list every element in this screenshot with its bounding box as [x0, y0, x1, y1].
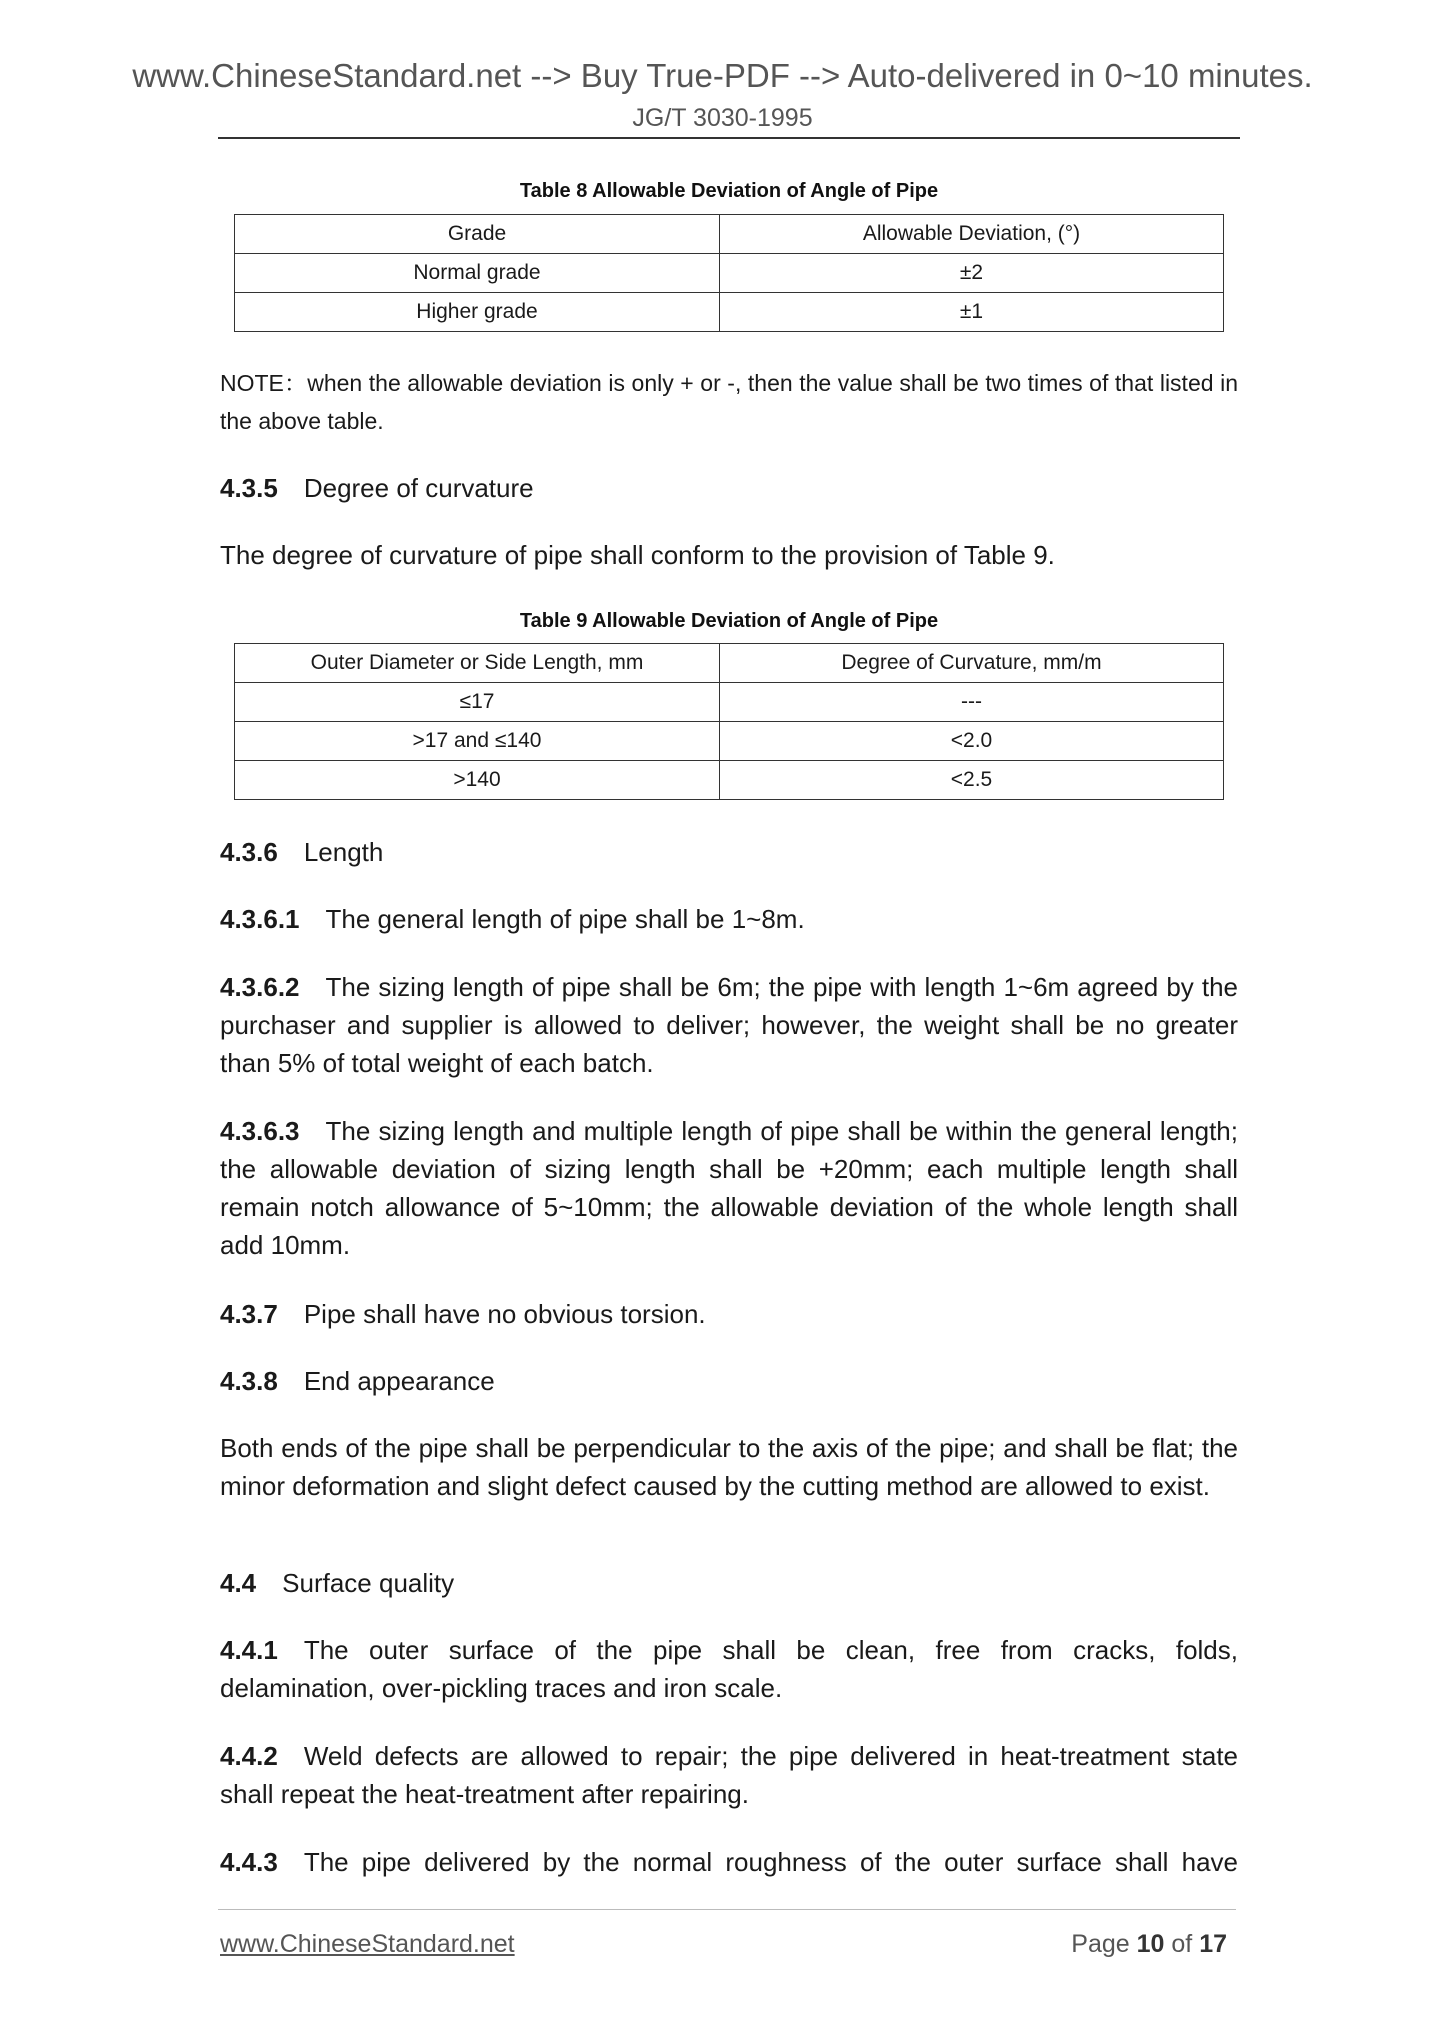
section-text: Weld defects are allowed to repair; the pipe delivered in heat-treatment state shall repeat the heat-treatment after repairing.	[220, 1741, 1238, 1809]
section-heading	[220, 1362, 1238, 1400]
paragraph: The degree of curvature of pipe shall conform to the provision of Table 9.	[220, 540, 1055, 570]
section-text: The sizing length and multiple length of pipe shall be within the general length; the allowable deviation of sizing length shall be +20mm; each multiple length shall remain notch allowance of 5~10mm; the allowable deviation of the whole length shall add 10mm.	[220, 1116, 1238, 1260]
table-cell: Normal grade	[235, 254, 720, 293]
page-of-label: of	[1171, 1930, 1193, 1958]
table8-caption: Table 8 Allowable Deviation of Angle of Pipe	[519, 180, 939, 202]
table-cell: Higher grade	[235, 293, 720, 332]
table-row	[235, 683, 1224, 722]
table-row	[235, 761, 1224, 800]
section-number: 4.3.5	[220, 473, 278, 503]
section-title: Length	[303, 837, 384, 867]
page-current: 10	[1136, 1930, 1165, 1958]
table-cell: ---	[720, 683, 1224, 722]
table-row	[235, 722, 1224, 761]
table-cell: >140	[235, 761, 720, 800]
section-number: 4.4.3	[220, 1847, 278, 1877]
section-title: Surface quality	[282, 1568, 455, 1598]
standard-code: JG/T 3030-1995	[632, 104, 813, 132]
table-cell: ±1	[720, 293, 1224, 332]
section-number: 4.3.6.3	[220, 1116, 300, 1146]
section-heading	[220, 469, 1238, 507]
section-number: 4.4.1	[220, 1635, 278, 1665]
paragraph	[220, 1843, 1238, 1881]
table8	[234, 214, 1224, 332]
table-row	[235, 254, 1224, 293]
section-text: The sizing length of pipe shall be 6m; the pipe with length 1~6m agreed by the purchaser and supplier is allowed to deliver; however, the weight shall be no greater than 5% of total weight of each batch.	[220, 972, 1238, 1078]
paragraph: Both ends of the pipe shall be perpendicular to the axis of the pipe; and shall be flat; the minor deformation and slight defect caused by the cutting method are allowed to exist.	[220, 1433, 1238, 1501]
paragraph	[220, 968, 1238, 1082]
section-number: 4.3.6.2	[220, 972, 300, 1002]
section-title: Degree of curvature	[303, 473, 534, 503]
section-heading	[220, 833, 1238, 871]
table-cell: >17 and ≤140	[235, 722, 720, 761]
table9	[234, 643, 1224, 800]
section-number: 4.3.7	[220, 1299, 278, 1329]
header-banner: www.ChineseStandard.net --> Buy True-PDF --> Auto-delivered in 0~10 minutes.	[132, 57, 1313, 94]
page-total: 17	[1199, 1930, 1227, 1958]
table-header-cell: Grade	[235, 215, 720, 254]
table8-note: NOTE：when the allowable deviation is only + or -, then the value shall be two times of that listed in the above table.	[220, 370, 1238, 434]
section-heading	[220, 1564, 1238, 1602]
section-text: The pipe delivered by the normal roughness of the outer surface shall have	[303, 1847, 1238, 1877]
paragraph	[220, 900, 1238, 938]
section-title: End appearance	[303, 1366, 495, 1396]
section-number: 4.3.6.1	[220, 904, 300, 934]
footer-site-link[interactable]: www.ChineseStandard.net	[220, 1930, 515, 1958]
section-number: 4.4	[220, 1568, 257, 1598]
table-cell: ≤17	[235, 683, 720, 722]
paragraph	[220, 1295, 1238, 1333]
header-divider	[218, 137, 1240, 139]
page-label: Page	[1071, 1930, 1130, 1958]
paragraph	[220, 1112, 1238, 1264]
table-cell: <2.5	[720, 761, 1224, 800]
table-header-row	[235, 215, 1224, 254]
paragraph	[220, 1737, 1238, 1813]
table-header-cell: Degree of Curvature, mm/m	[720, 644, 1224, 683]
table-header-row	[235, 644, 1224, 683]
table-cell: ±2	[720, 254, 1224, 293]
page-indicator	[1071, 1928, 1227, 1960]
section-text: Pipe shall have no obvious torsion.	[303, 1299, 706, 1329]
section-text: The general length of pipe shall be 1~8m.	[325, 904, 805, 934]
table9-caption: Table 9 Allowable Deviation of Angle of Pipe	[519, 610, 939, 632]
table-header-cell: Allowable Deviation, (°)	[720, 215, 1224, 254]
section-number: 4.3.8	[220, 1366, 278, 1396]
footer-divider	[218, 1909, 1236, 1910]
table-cell: <2.0	[720, 722, 1224, 761]
paragraph	[220, 1631, 1238, 1707]
table-header-cell: Outer Diameter or Side Length, mm	[235, 644, 720, 683]
section-number: 4.4.2	[220, 1741, 278, 1771]
section-text: The outer surface of the pipe shall be clean, free from cracks, folds, delamination, over-pickling traces and iron scale.	[220, 1635, 1238, 1703]
section-number: 4.3.6	[220, 837, 278, 867]
table-row	[235, 293, 1224, 332]
